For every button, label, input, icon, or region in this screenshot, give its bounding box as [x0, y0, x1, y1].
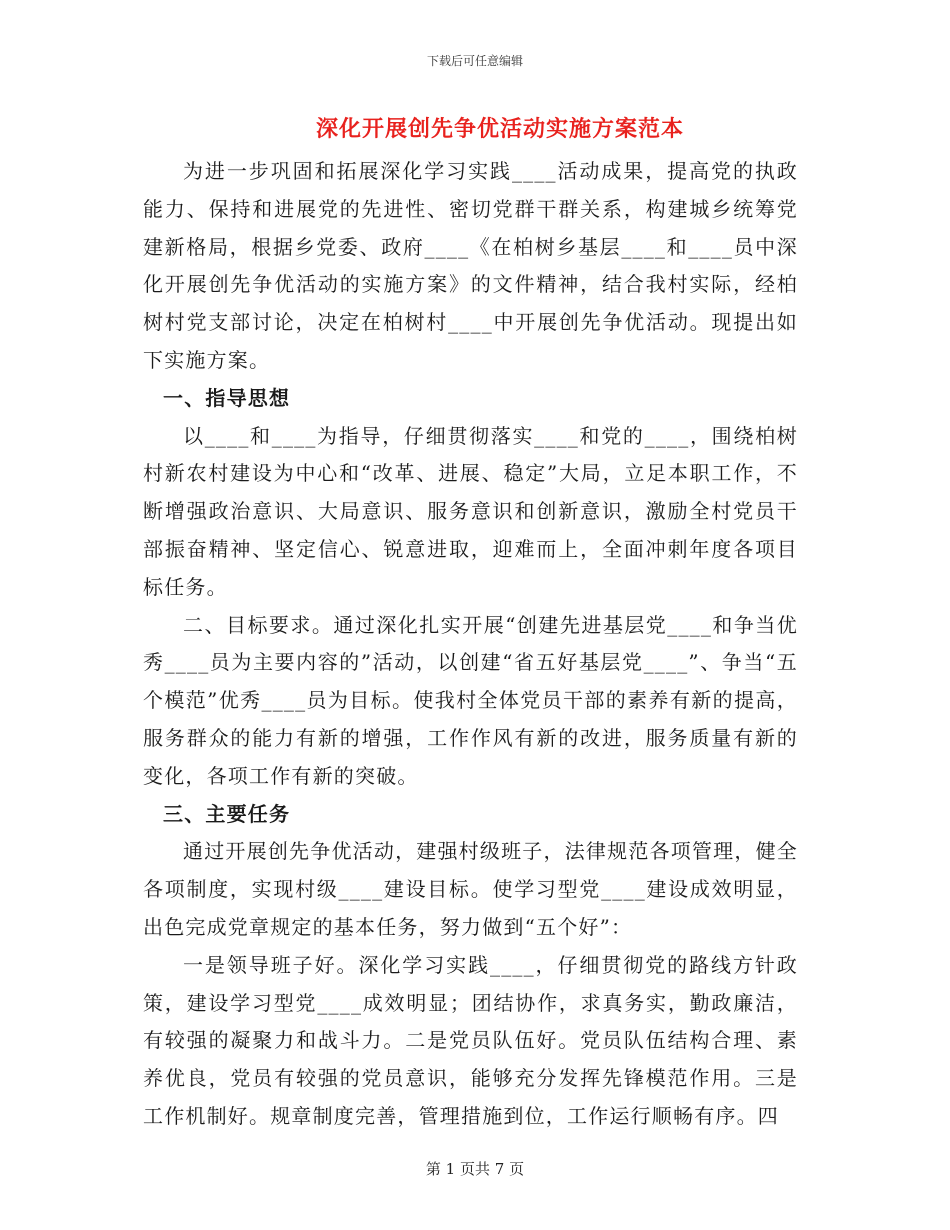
document-body [143, 153, 798, 1136]
guiding-ideology-paragraph: 以____和____为指导，仔细贯彻落实____和党的____，围绕柏树村新农村建设为中心和“改革、进展、稳定”大局，立足本职工作，不断增强政治意识、大局意识、服务意识和创新意识，激励全村党员干部振奋精神、坚定信心、锐意进取，迎难而上，全面冲刺年度各项目标任务。 [143, 423, 798, 599]
header-note: 下载后可任意编辑 [426, 54, 523, 68]
five-good-paragraph: 一是领导班子好。深化学习实践____，仔细贯彻党的路线方针政策，建设学习型党____成效明显；团结协作，求真务实，勤政廉洁，有较强的凝聚力和战斗力。二是党员队伍好。党员队伍结构合理、素养优良，党员有较强的党员意识，能够充分发挥先锋模范作用。三是工作机制好。规章制度完善，管理措施到位，工作运行顺畅有序。四 [143, 952, 798, 1128]
intro-paragraph: 为进一步巩固和拓展深化学习实践____活动成果，提高党的执政能力、保持和进展党的先进性、密切党群干群关系，构建城乡统筹党建新格局，根据乡党委、政府____《在柏树乡基层____和____员中深化开展创先争优活动的实施方案》的文件精神，结合我村实际，经柏树村党支部讨论，决定在柏树村____中开展创先争优活动。现提出如下实施方案。 [143, 159, 798, 372]
section-heading-guiding-ideology: 一、指导思想 [163, 385, 291, 410]
objectives-paragraph: 二、目标要求。通过深化扎实开展“创建先进基层党____和争当优秀____员为主要内容的”活动，以创建“省五好基层党____”、争当“五个模范”优秀____员为目标。使我村全体党员干部的素养有新的提高，服务群众的能力有新的增强，工作作风有新的改进，服务质量有新的变化，各项工作有新的突破。 [143, 612, 798, 788]
section-heading-main-tasks: 三、主要任务 [163, 801, 291, 826]
main-tasks-paragraph: 通过开展创先争优活动，建强村级班子，法律规范各项管理，健全各项制度，实现村级____建设目标。使学习型党____建设成效明显，出色完成党章规定的基本任务，努力做到“五个好”： [143, 839, 798, 939]
page-footer: 第 1 页共 7 页 [425, 1160, 525, 1178]
document-title: 深化开展创先争优活动实施方案范本 [315, 116, 684, 142]
